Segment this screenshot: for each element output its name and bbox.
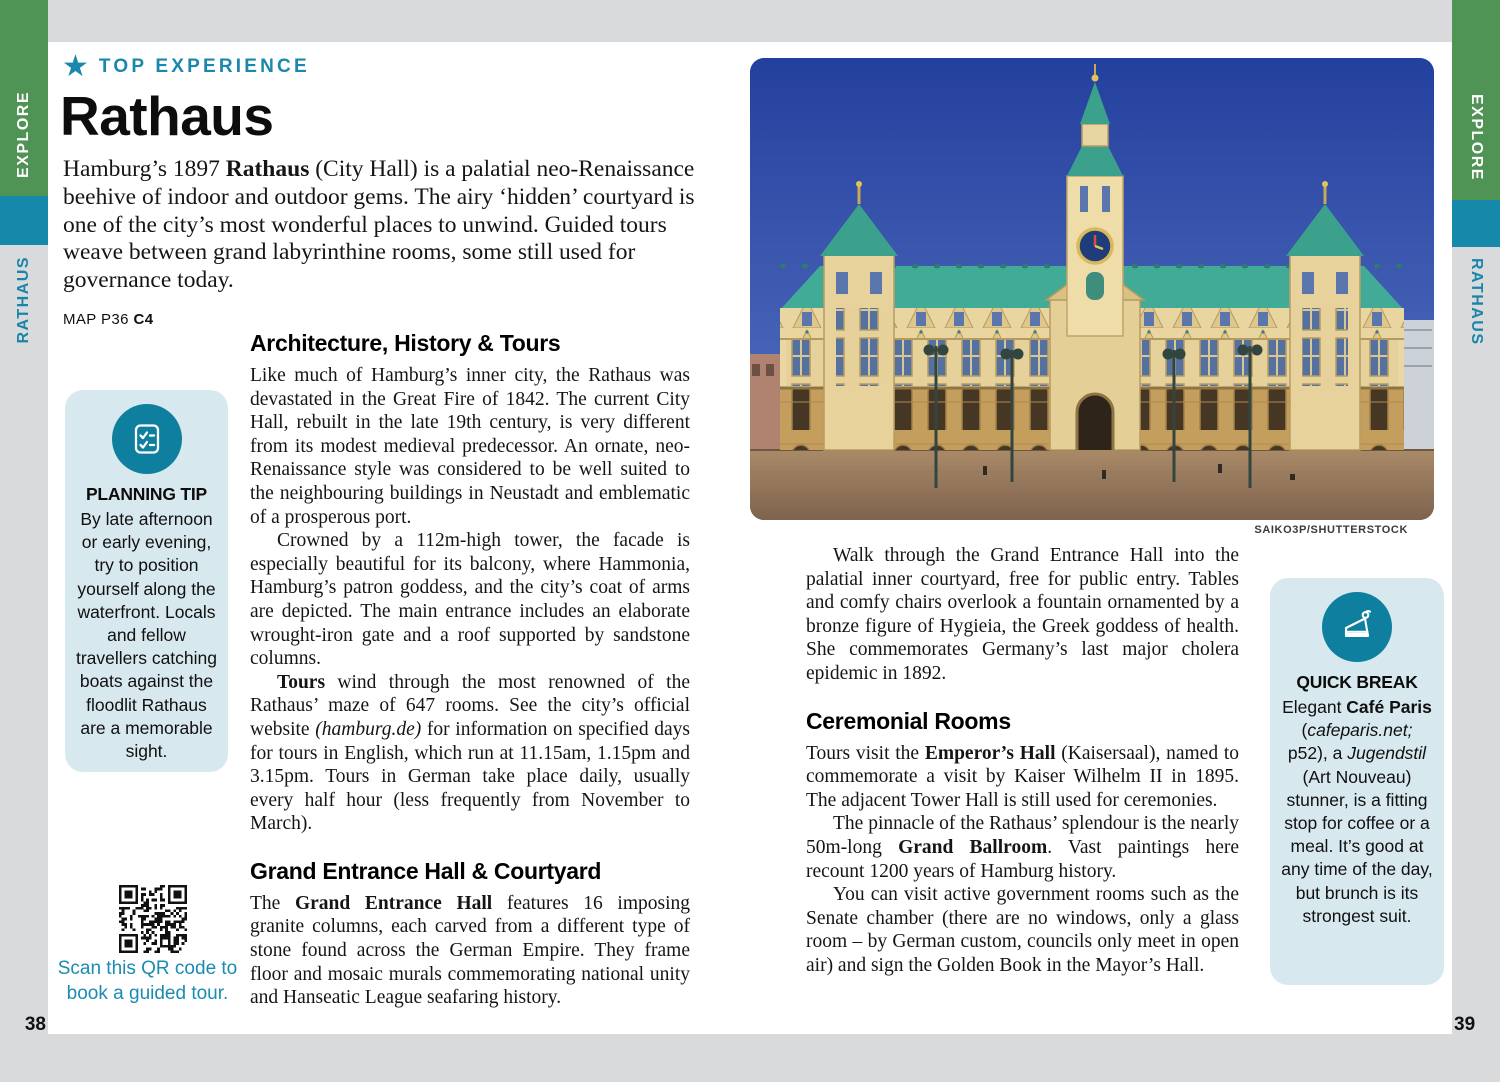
qr-code [119, 885, 187, 953]
map-reference: MAP P36 C4 [63, 311, 154, 328]
section-heading: Grand Entrance Hall & Courtyard [250, 857, 602, 884]
checklist-icon [112, 404, 182, 474]
left-chapter-label: RATHAUS [15, 256, 32, 344]
quick-break-body: Elegant Café Paris (cafeparis.net; p52), a Jugendstil (Art Nouveau) stunner, is a fitting stop for coffee or a meal. It’s good at any time of the day, but brunch is its strongest suit. [1281, 697, 1433, 926]
paragraph: Tours wind through the most renowned of the Rathaus’ maze of 647 rooms. See the city’s official website (hamburg.de) for information on specified days for tours in English, which run at 11.15am, 1.15pm and 3.15pm. Tours in German take place daily, usually every half hour (less frequently from November to March). [250, 671, 690, 835]
paragraph: Tours visit the Emperor’s Hall (Kaisersaal), named to commemorate a visit by Kaiser Wilhelm II in 1895. The adjacent Tower Hall is still used for ceremonies. [806, 742, 1240, 811]
paragraph: You can visit active government rooms such as the Senate chamber (there are no windows, only a glass room – by German custom, councils only meet in open air) and sign the Golden Book in the Mayor’s Hall. [806, 884, 1239, 976]
planning-tip-title: PLANNING TIP [85, 484, 208, 504]
paragraph: Like much of Hamburg’s inner city, the Rathaus was devastated in the Great Fire of 1842. The current City Hall, rebuilt in the late 19th century, is very different from its modest medieval predecessor. An ornate, neo-Renaissance style was considered to be well suited to the neighbouring buildings in Neustadt and emblematic of a prosperous port. [250, 365, 690, 528]
page-title: Rathaus [60, 85, 274, 147]
right-page-main-column [806, 544, 1239, 978]
section-heading: Ceremonial Rooms [806, 707, 1011, 734]
kicker-label: TOP EXPERIENCE [98, 56, 310, 77]
qr-caption: Scan this QR code to book a guided tour. [57, 958, 238, 1004]
cake-slice-icon [1322, 592, 1392, 662]
photo-credit: SAIKO3P/SHUTTERSTOCK [1254, 524, 1408, 536]
quick-break-box [1270, 578, 1444, 985]
left-chapter-tab [0, 248, 48, 352]
intro-paragraph: Hamburg’s 1897 Rathaus (City Hall) is a palatial neo-Renaissance beehive of indoor and outdoor gems. The airy ‘hidden’ courtyard is one of the city’s most wonderful places to unwind. Guided tours weave between grand labyrinthine rooms, some still used for governance today. [63, 156, 695, 294]
left-section-label: EXPLORE [15, 90, 32, 178]
paragraph: The Grand Entrance Hall features 16 imposing granite columns, each carved from a different type of stone found across the German Empire. They frame floor and mosaic murals commemorating national unity and Hanseatic League seafaring history. [250, 892, 690, 1009]
right-section-label: EXPLORE [1468, 93, 1485, 181]
right-chapter-tab [1452, 250, 1500, 354]
paragraph: Crowned by a 112m-high tower, the facade is especially beautiful for its balcony, where Hammonia, Hamburg’s patron goddess, and the city’s coat of arms are depicted. The main entrance includes an elaborate wrought-iron gate and a roof supported by sandstone columns. [250, 530, 690, 670]
paragraph: Walk through the Grand Entrance Hall into the palatial inner courtyard, free for public entry. Tables and comfy chairs overlook a fountain ornamented by a bronze figure of Hygieia, the Greek goddess of health. She commemorates Germany’s last major cholera epidemic in 1892. [806, 545, 1239, 684]
planning-tip-box [65, 390, 228, 772]
rathaus-photo [750, 58, 1434, 520]
planning-tip-body: By late afternoon or early evening, try to position yourself along the waterfront. Locals and fellow travellers catching boats against the floodlit Rathaus are a memorable sight. [75, 509, 218, 762]
kicker [62, 50, 310, 83]
left-page-main-column [250, 330, 690, 1010]
left-section-tab [0, 84, 48, 184]
paragraph: The pinnacle of the Rathaus’ splendour is the nearly 50m-long Grand Ballroom. Vast paintings here recount 1200 years of Hamburg history. [806, 813, 1239, 882]
section-heading: Architecture, History & Tours [250, 330, 561, 356]
star-icon: ★ [62, 50, 89, 83]
left-edge-teal-bar [0, 196, 48, 245]
page-number-right: 39 [1454, 1014, 1476, 1035]
right-section-tab [1452, 86, 1500, 188]
quick-break-title: QUICK BREAK [1296, 672, 1418, 692]
page-number-left: 38 [24, 1014, 46, 1035]
right-edge-teal-bar [1452, 200, 1500, 247]
right-chapter-label: RATHAUS [1468, 258, 1485, 346]
